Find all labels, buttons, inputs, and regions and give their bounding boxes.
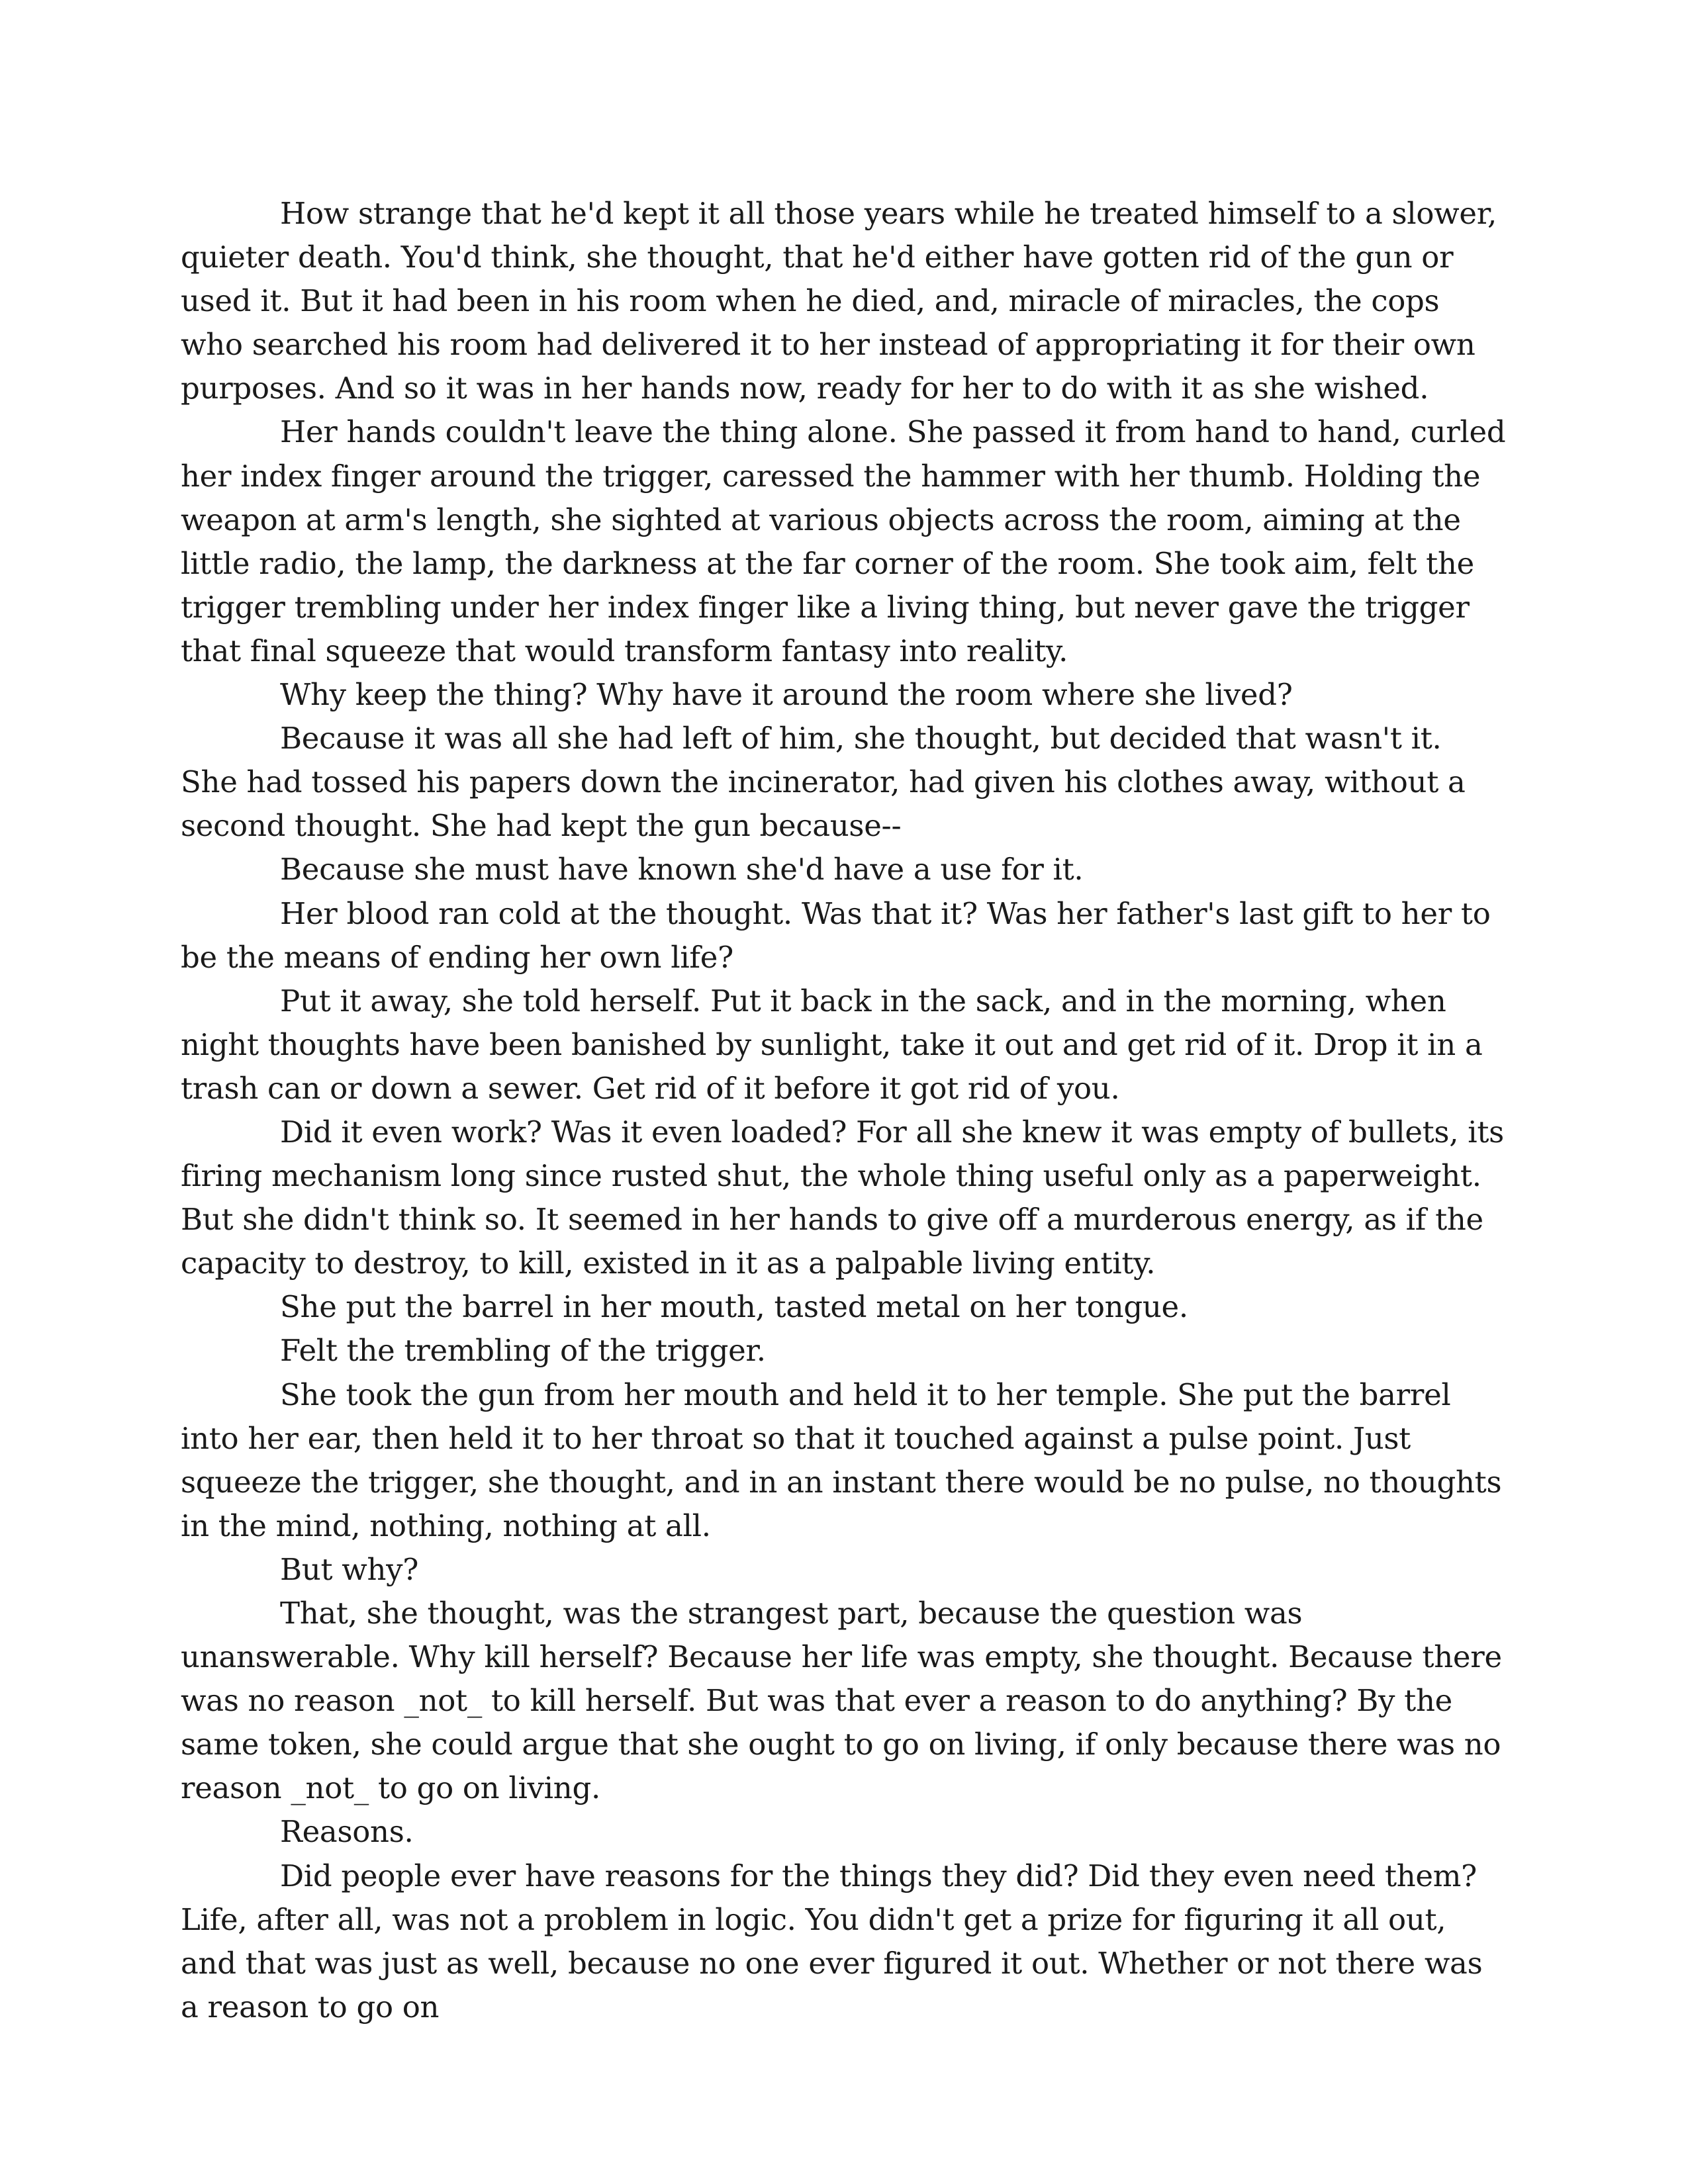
paragraph: Because she must have known she'd have a use for it. (280, 852, 1084, 887)
body-text (181, 192, 1507, 2029)
paragraph: Her hands couldn't leave the thing alone. She passed it from hand to hand, curled her index finger around the trigger, caressed the hammer with her thumb. Holding the weapon at arm's length, she sighted at various objects across the room, aiming at the little radio, the lamp, the darkness at the far corner of the room. She took aim, felt the trigger trembling under her index finger like a living thing, but never gave the trigger that final squeeze that would transform fantasy into reality. (181, 414, 1506, 668)
paragraph: Her blood ran cold at the thought. Was that it? Was her father's last gift to her to be the means of ending her own life? (181, 895, 1491, 975)
paragraph: Felt the trembling of the trigger. (280, 1333, 766, 1369)
paragraph: Because it was all she had left of him, she thought, but decided that wasn't it. She had tossed his papers down the incinerator, had given his clothes away, without a second thought. She had kept the gun because-- (181, 721, 1466, 844)
paragraph: Why keep the thing? Why have it around the room where she lived? (280, 677, 1293, 713)
paragraph: She took the gun from her mouth and held it to her temple. She put the barrel into her ear, then held it to her throat so that it touched against a pulse point. Just squeeze the trigger, she thought, and in an instant there would be no pulse, no thoughts in the mind, nothing, nothing at all. (181, 1377, 1502, 1543)
paragraph: But why? (280, 1551, 419, 1587)
paragraph: Reasons. (280, 1814, 414, 1850)
paragraph: Did people ever have reasons for the things they did? Did they even need them? Life, after all, was not a problem in logic. You didn't get a prize for figuring it all out, and that was just as well, because no one ever figured it out. Whether or not there was a reason to go on (181, 1858, 1483, 2025)
paragraph: Put it away, she told herself. Put it back in the sack, and in the morning, when night thoughts have been banished by sunlight, take it out and get rid of it. Drop it in a trash can or down a sewer. Get rid of it before it got rid of you. (181, 983, 1483, 1106)
paragraph: She put the barrel in her mouth, tasted metal on her tongue. (280, 1289, 1188, 1325)
paragraph: Did it even work? Was it even loaded? For all she knew it was empty of bullets, its firing mechanism long since rusted shut, the whole thing useful only as a paperweight. But she didn't think so. It seemed in her hands to give off a murderous energy, as if the capacity to destroy, to kill, existed in it as a palpable living entity. (181, 1114, 1504, 1281)
paragraph: That, she thought, was the strangest part, because the question was unanswerable. Why kill herself? Because her life was empty, she thought. Because there was no reason _not_ to kill herself. But was that ever a reason to do anything? By the same token, she could argue that she ought to go on living, if only because there was no reason _not_ to go on living. (181, 1596, 1502, 1806)
paragraph: How strange that he'd kept it all those years while he treated himself to a slower, quieter death. You'd think, she thought, that he'd either have gotten rid of the gun or used it. But it had been in his room when he died, and, miracle of miracles, the cops who searched his room had delivered it to her instead of appropriating it for their own purposes. And so it was in her hands now, ready for her to do with it as she wished. (181, 196, 1497, 406)
